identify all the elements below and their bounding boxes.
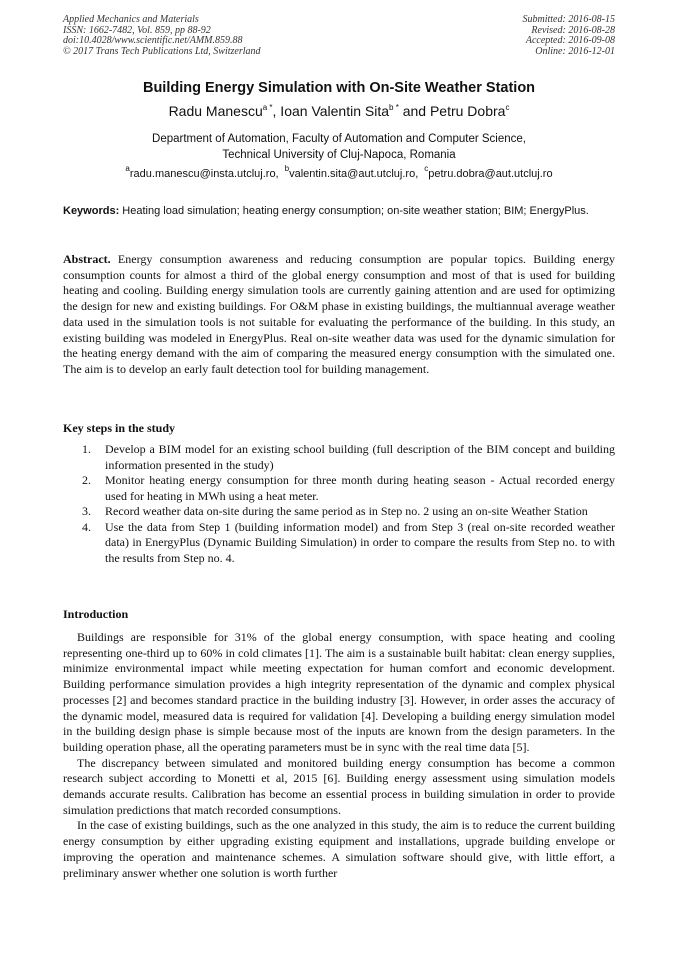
keywords-label: Keywords: xyxy=(63,205,120,217)
intro-paragraph: Buildings are responsible for 31% of the global energy consumption, with space heating and cooling representing one-third up to 60% in cold climates [1]. The aim is a sustainable built habitat: clean energy supplies, minimize environmental impact while meeting expectation for human comfort and economic development. Building performance simulation provides a high integrity representation of the dynamic and complex physical processes [2] and becomes standard practice in the building industry [3]. However, in order asses the accuracy of the dynamic model, measured data is required for validation [4]. Developing a building energy simulation model in the building design phase is simple because most of the inputs are known from the design parameters. In the building operation phase, all the operating parameters must be in sync with the real time data [5]. xyxy=(63,630,615,754)
introduction-heading: Introduction xyxy=(63,607,129,621)
affiliation xyxy=(0,131,678,163)
abstract-text: Energy consumption awareness and reducing consumption are popular topics. Building energy consumption counts for almost a third of the global energy consumption and most of that is used for building heating and cooling. Building energy simulation tools are currently gaining attention and are used for optimizing the design for new and existing buildings. For O&M phase in existing buildings, the multiannual average weather data used in the simulation tools is not suitable for evaluating the performance of the building. In this study, an existing building was modeled in EnergyPlus. Real on-site weather data was used for the dynamic simulation for the heating energy demand with the aim of comparing the measured energy consumption with the simulated one. The aim is to develop an early fault detection tool for building management. xyxy=(63,252,615,376)
email-link[interactable]: valentin.sita@aut.utcluj.ro, xyxy=(289,168,419,180)
date-online: Online: 2016-12-01 xyxy=(535,45,615,57)
step-number: 2. xyxy=(82,473,91,487)
author-name: Radu Manescu xyxy=(168,103,263,119)
key-step-item xyxy=(82,473,615,504)
step-text: Monitor heating energy consumption for three month during heating season - Actual recorded energy used for heating in MWh using a heat meter. xyxy=(105,473,615,503)
intro-paragraph: The discrepancy between simulated and monitored building energy consumption has become a common research subject according to Monetti et al, 2015 [6]. Building energy assessment using simulation models demands accurate results. Calibration has become an essential process in building simulation in order to provide simulation predictions that match recorded consumptions. xyxy=(63,755,615,817)
author-list xyxy=(0,103,678,119)
step-number: 3. xyxy=(82,504,91,518)
journal-info xyxy=(63,15,261,57)
affiliation-line: Technical University of Cluj-Napoca, Romania xyxy=(222,149,456,161)
keywords-text: Heating load simulation; heating energy consumption; on-site weather station; BIM; EnergyPlus. xyxy=(119,205,589,217)
keywords xyxy=(63,205,615,219)
affiliation-line: Department of Automation, Faculty of Automation and Computer Science, xyxy=(152,133,526,145)
journal-name: Applied Mechanics and Materials xyxy=(63,14,199,25)
author-name: , Ioan Valentin Sita xyxy=(272,103,390,119)
journal-doi[interactable]: doi:10.4028/www.scientific.net/AMM.859.88 xyxy=(63,35,243,46)
email-link[interactable]: radu.manescu@insta.utcluj.ro, xyxy=(129,168,279,180)
journal-copyright: © 2017 Trans Tech Publications Ltd, Switzerland xyxy=(63,45,261,57)
step-text: Record weather data on-site during the same period as in Step no. 2 using an on-site Weather Station xyxy=(105,504,588,518)
abstract xyxy=(63,252,615,378)
date-revised: Revised: 2016-08-28 xyxy=(531,24,615,36)
key-steps-heading: Key steps in the study xyxy=(63,421,176,435)
step-text: Develop a BIM model for an existing school building (full description of the BIM concept and building information presented in the study) xyxy=(105,442,615,472)
introduction-body xyxy=(63,630,615,881)
email-mark: b xyxy=(284,164,290,173)
author-emails xyxy=(0,164,678,180)
email-mark: a xyxy=(125,164,130,173)
author-affil-mark: a * xyxy=(262,103,273,112)
step-text: Use the data from Step 1 (building information model) and from Step 3 (real on-site recorded weather data) in EnergyPlus (Dynamic Building Simulation) in order to compare the results from Step no. to with the results from Step no. 4. xyxy=(105,519,615,565)
publication-dates xyxy=(523,15,616,57)
paper-title: Building Energy Simulation with On-Site Weather Station xyxy=(142,80,536,96)
abstract-label: Abstract. xyxy=(63,252,111,266)
email-mark: c xyxy=(424,164,429,173)
author-affil-mark: b * xyxy=(389,103,399,112)
email-link[interactable]: petru.dobra@aut.utcluj.ro xyxy=(428,168,553,180)
step-number: 4. xyxy=(82,519,91,534)
author-name: and Petru Dobra xyxy=(398,103,506,119)
key-step-item xyxy=(82,520,615,567)
date-submitted: Submitted: 2016-08-15 xyxy=(522,14,615,25)
key-steps-list xyxy=(82,442,615,566)
date-accepted: Accepted: 2016-09-08 xyxy=(525,35,615,46)
author-affil-mark: c xyxy=(505,103,510,112)
intro-paragraph: In the case of existing buildings, such as the one analyzed in this study, the aim is to reduce the current building energy consumption by either upgrading existing equipment and installations, upgrade building envelope or improving the operation and maintenance schemes. A simulation software should give, with little effort, a preliminary answer whether one solution is worth further xyxy=(63,818,615,880)
key-step-item xyxy=(82,442,615,473)
key-step-item xyxy=(82,504,615,520)
journal-issn: ISSN: 1662-7482, Vol. 859, pp 88-92 xyxy=(63,24,211,36)
step-number: 1. xyxy=(82,442,91,456)
